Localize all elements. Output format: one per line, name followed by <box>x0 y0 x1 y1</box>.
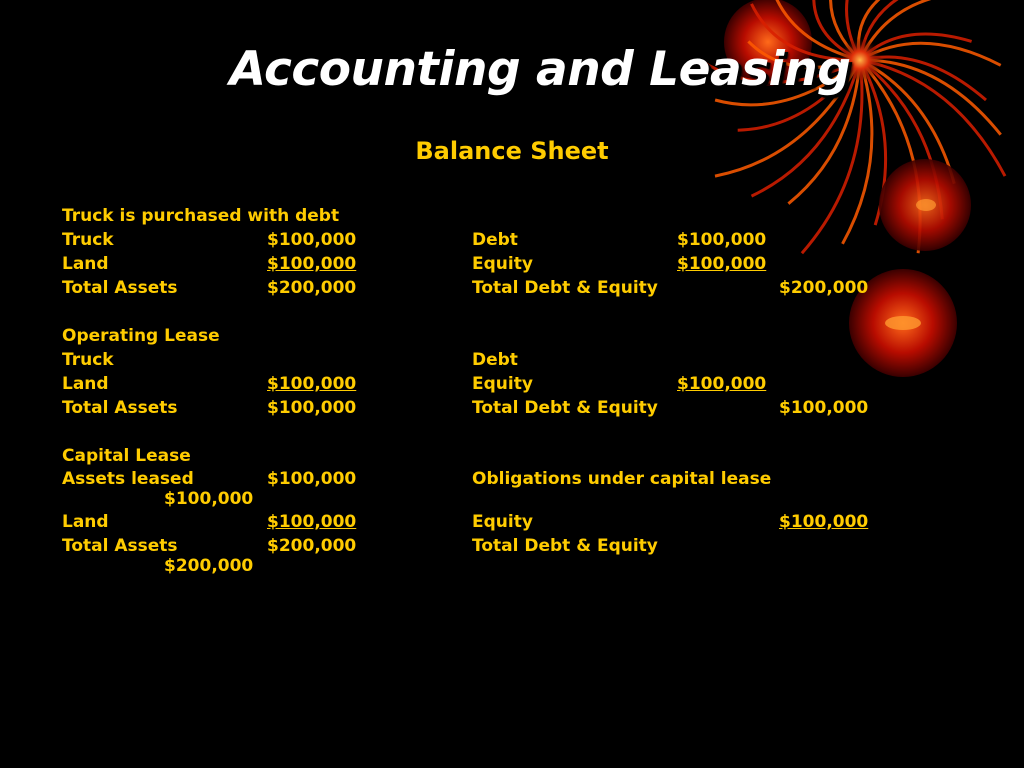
decor-orb-right-glow <box>916 199 936 211</box>
capital-equity-label: Equity <box>472 512 533 532</box>
operating-equity-label: Equity <box>472 374 533 394</box>
section-heading-operating: Operating Lease <box>62 326 220 346</box>
capital-equity-value: $100,000 <box>779 512 869 532</box>
purchase-truck-label: Truck <box>62 230 114 250</box>
capital-assets-label: Assets leased <box>62 469 194 489</box>
operating-total-de-label: Total Debt & Equity <box>472 398 658 418</box>
purchase-total-de-value: $200,000 <box>779 278 869 298</box>
capital-total-assets-value: $200,000 <box>267 536 357 556</box>
purchase-total-assets-value: $200,000 <box>267 278 357 298</box>
purchase-land-label: Land <box>62 254 109 274</box>
operating-equity-value: $100,000 <box>677 374 767 394</box>
section-heading-purchase: Truck is purchased with debt <box>62 206 340 226</box>
operating-land-value: $100,000 <box>267 374 357 394</box>
purchase-equity-value: $100,000 <box>677 254 767 274</box>
capital-obligations-value: $100,000 <box>164 489 254 509</box>
capital-total-assets-label: Total Assets <box>62 536 178 556</box>
section-heading-capital: Capital Lease <box>62 446 191 466</box>
capital-land-label: Land <box>62 512 109 532</box>
purchase-equity-label: Equity <box>472 254 533 274</box>
operating-truck-label: Truck <box>62 350 114 370</box>
purchase-total-assets-label: Total Assets <box>62 278 178 298</box>
capital-land-value: $100,000 <box>267 512 357 532</box>
purchase-debt-value: $100,000 <box>677 230 767 250</box>
capital-obligations-label: Obligations under capital lease <box>472 469 772 489</box>
operating-total-de-value: $100,000 <box>779 398 869 418</box>
operating-total-assets-value: $100,000 <box>267 398 357 418</box>
slide-title: Accounting and Leasing <box>229 42 851 97</box>
purchase-truck-value: $100,000 <box>267 230 357 250</box>
purchase-land-value: $100,000 <box>267 254 357 274</box>
slide-subtitle: Balance Sheet <box>415 137 609 165</box>
capital-assets-value: $100,000 <box>267 469 357 489</box>
operating-total-assets-label: Total Assets <box>62 398 178 418</box>
operating-debt-label: Debt <box>472 350 518 370</box>
capital-total-de-value: $200,000 <box>164 556 254 576</box>
capital-total-de-label: Total Debt & Equity <box>472 536 658 556</box>
purchase-total-de-label: Total Debt & Equity <box>472 278 658 298</box>
purchase-debt-label: Debt <box>472 230 518 250</box>
operating-land-label: Land <box>62 374 109 394</box>
decor-orb-lower-glow <box>885 316 921 330</box>
